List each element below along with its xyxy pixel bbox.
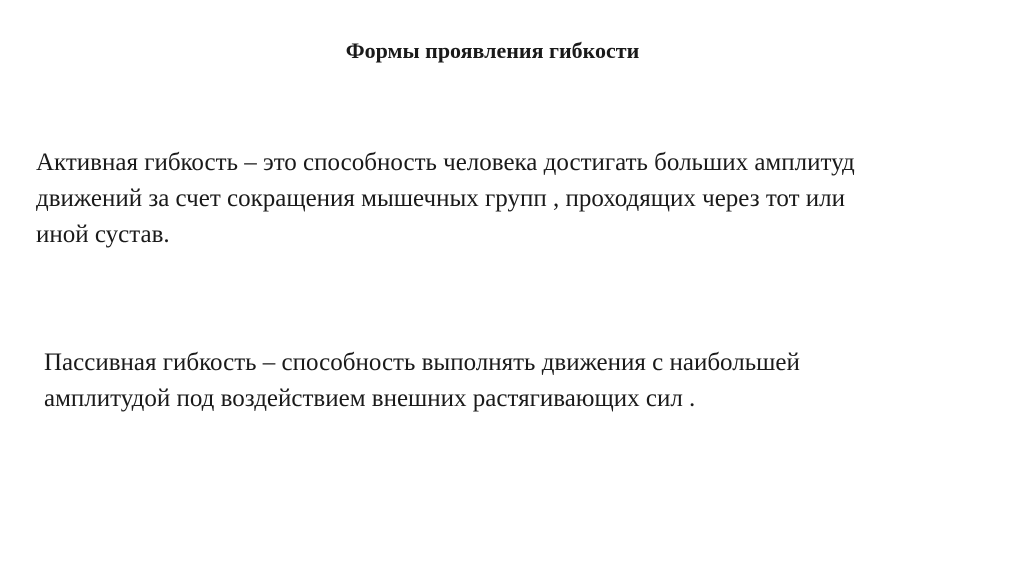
paragraph-line: Пассивная гибкость – способность выполнять движения с наибольшей — [44, 349, 800, 376]
active-flexibility-paragraph — [36, 145, 855, 253]
slide-title: Формы проявления гибкости — [345, 38, 640, 63]
passive-flexibility-paragraph — [44, 345, 800, 417]
paragraph-line: иной сустав. — [36, 221, 170, 248]
paragraph-line: движений за счет сокращения мышечных групп , проходящих через тот или — [36, 185, 846, 212]
paragraph-line: амплитудой под воздействием внешних растягивающих сил . — [44, 385, 696, 412]
paragraph-line: Активная гибкость – это способность человека достигать больших амплитуд — [36, 149, 855, 176]
